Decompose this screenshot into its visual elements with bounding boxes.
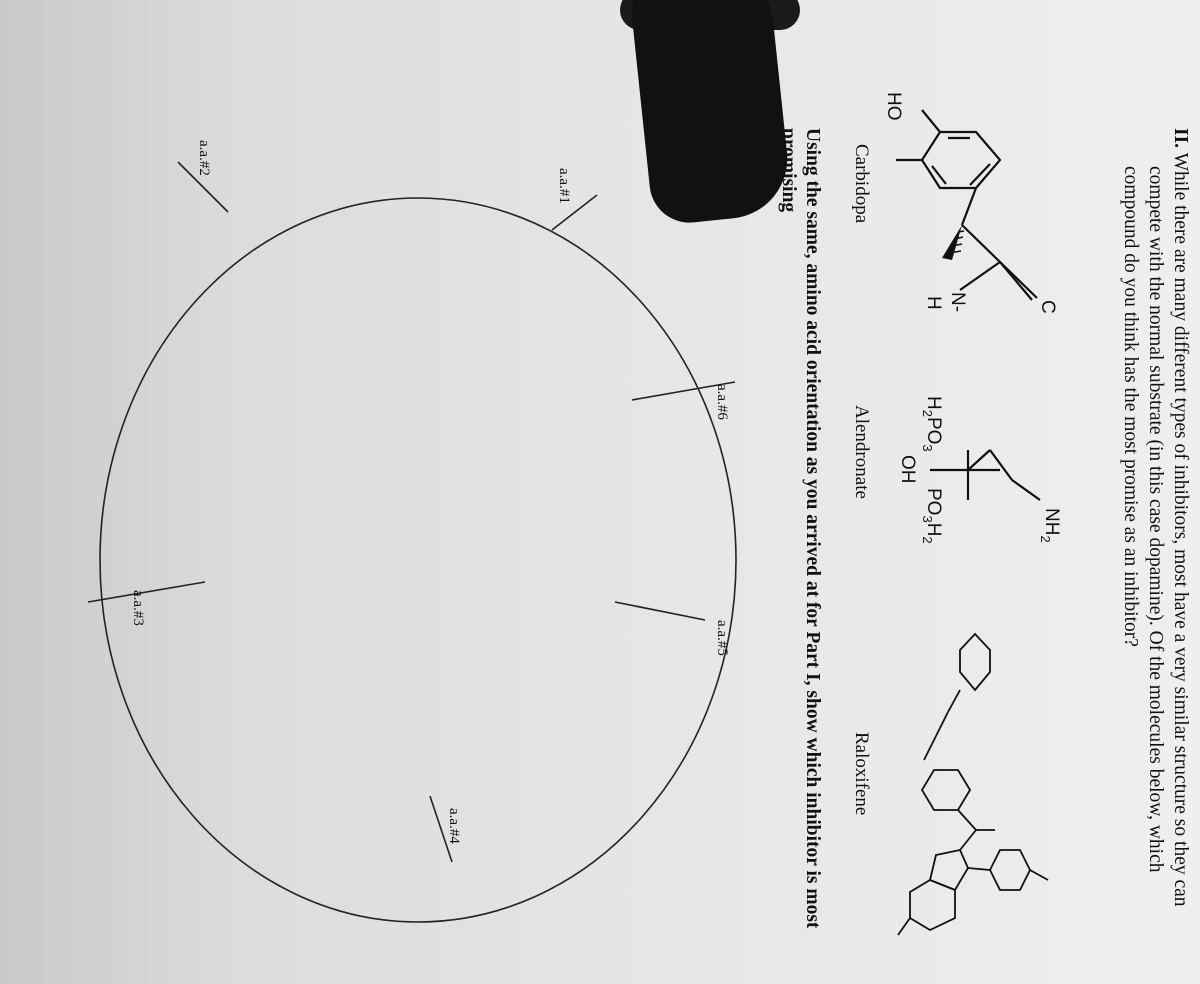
wheel-label-aa3: a.a.#3 [130, 590, 146, 626]
carbidopa-ho-label: HO [883, 92, 904, 121]
alendronate-h2po3-label: $H_2PO_3$ [920, 396, 944, 452]
wheel-label-aa6: a.a.#6 [714, 384, 730, 420]
wheel-circle [100, 198, 736, 922]
raloxifene-thiophene-ring [930, 850, 968, 890]
raloxifene-phenyl-ring-2 [990, 850, 1030, 890]
question-line-2: compete with the normal substrate (in this case dopamine). Of the molecules below, which [1145, 166, 1166, 873]
alendronate-oh-label: OH [897, 455, 918, 484]
alendronate-po3h2-label: $PO_3H_2$ [920, 488, 944, 544]
question-text-1: While there are many different types of inhibitors, most have a very similar structure so they can [1170, 152, 1191, 907]
raloxifene-phenyl-ring-1 [922, 770, 970, 810]
piperidine-ring [960, 634, 990, 690]
wheel-label-aa4: a.a.#4 [446, 808, 462, 844]
carbidopa-n-label: N- [947, 292, 968, 313]
instruction-line-2: promising [778, 128, 799, 213]
wheel-label-aa5: a.a.#5 [714, 620, 730, 656]
question-line-3: compound do you think has the most promise as an inhibitor? [1120, 166, 1141, 647]
raloxifene-structure [898, 634, 1048, 935]
alendronate-name: Alendronate [851, 405, 872, 499]
wheel-label-aa1: a.a.#1 [556, 168, 572, 204]
amino-acid-wheel [88, 162, 736, 922]
wheel-label-aa2: a.a.#2 [196, 140, 212, 176]
instruction-line-1: Using the same, amino acid orientation as you arrived at for Part I, show which inhibitor is most [802, 128, 823, 929]
raloxifene-name: Raloxifene [851, 732, 872, 816]
carbidopa-c-label: C [1037, 300, 1058, 314]
carbidopa-benzene-ring [922, 132, 1000, 188]
raloxifene-benzo-ring [910, 880, 955, 930]
question-number: II. [1170, 128, 1191, 149]
tick-aa3 [88, 582, 205, 602]
carbidopa-h-label: H [923, 296, 944, 310]
carbidopa-name: Carbidopa [851, 144, 872, 224]
alendronate-structure [930, 450, 1040, 500]
tick-aa5 [615, 602, 705, 620]
carbidopa-wedge [942, 225, 962, 260]
alendronate-nh2-label: $NH_2$ [1038, 508, 1062, 543]
carbidopa-structure [896, 110, 1037, 300]
